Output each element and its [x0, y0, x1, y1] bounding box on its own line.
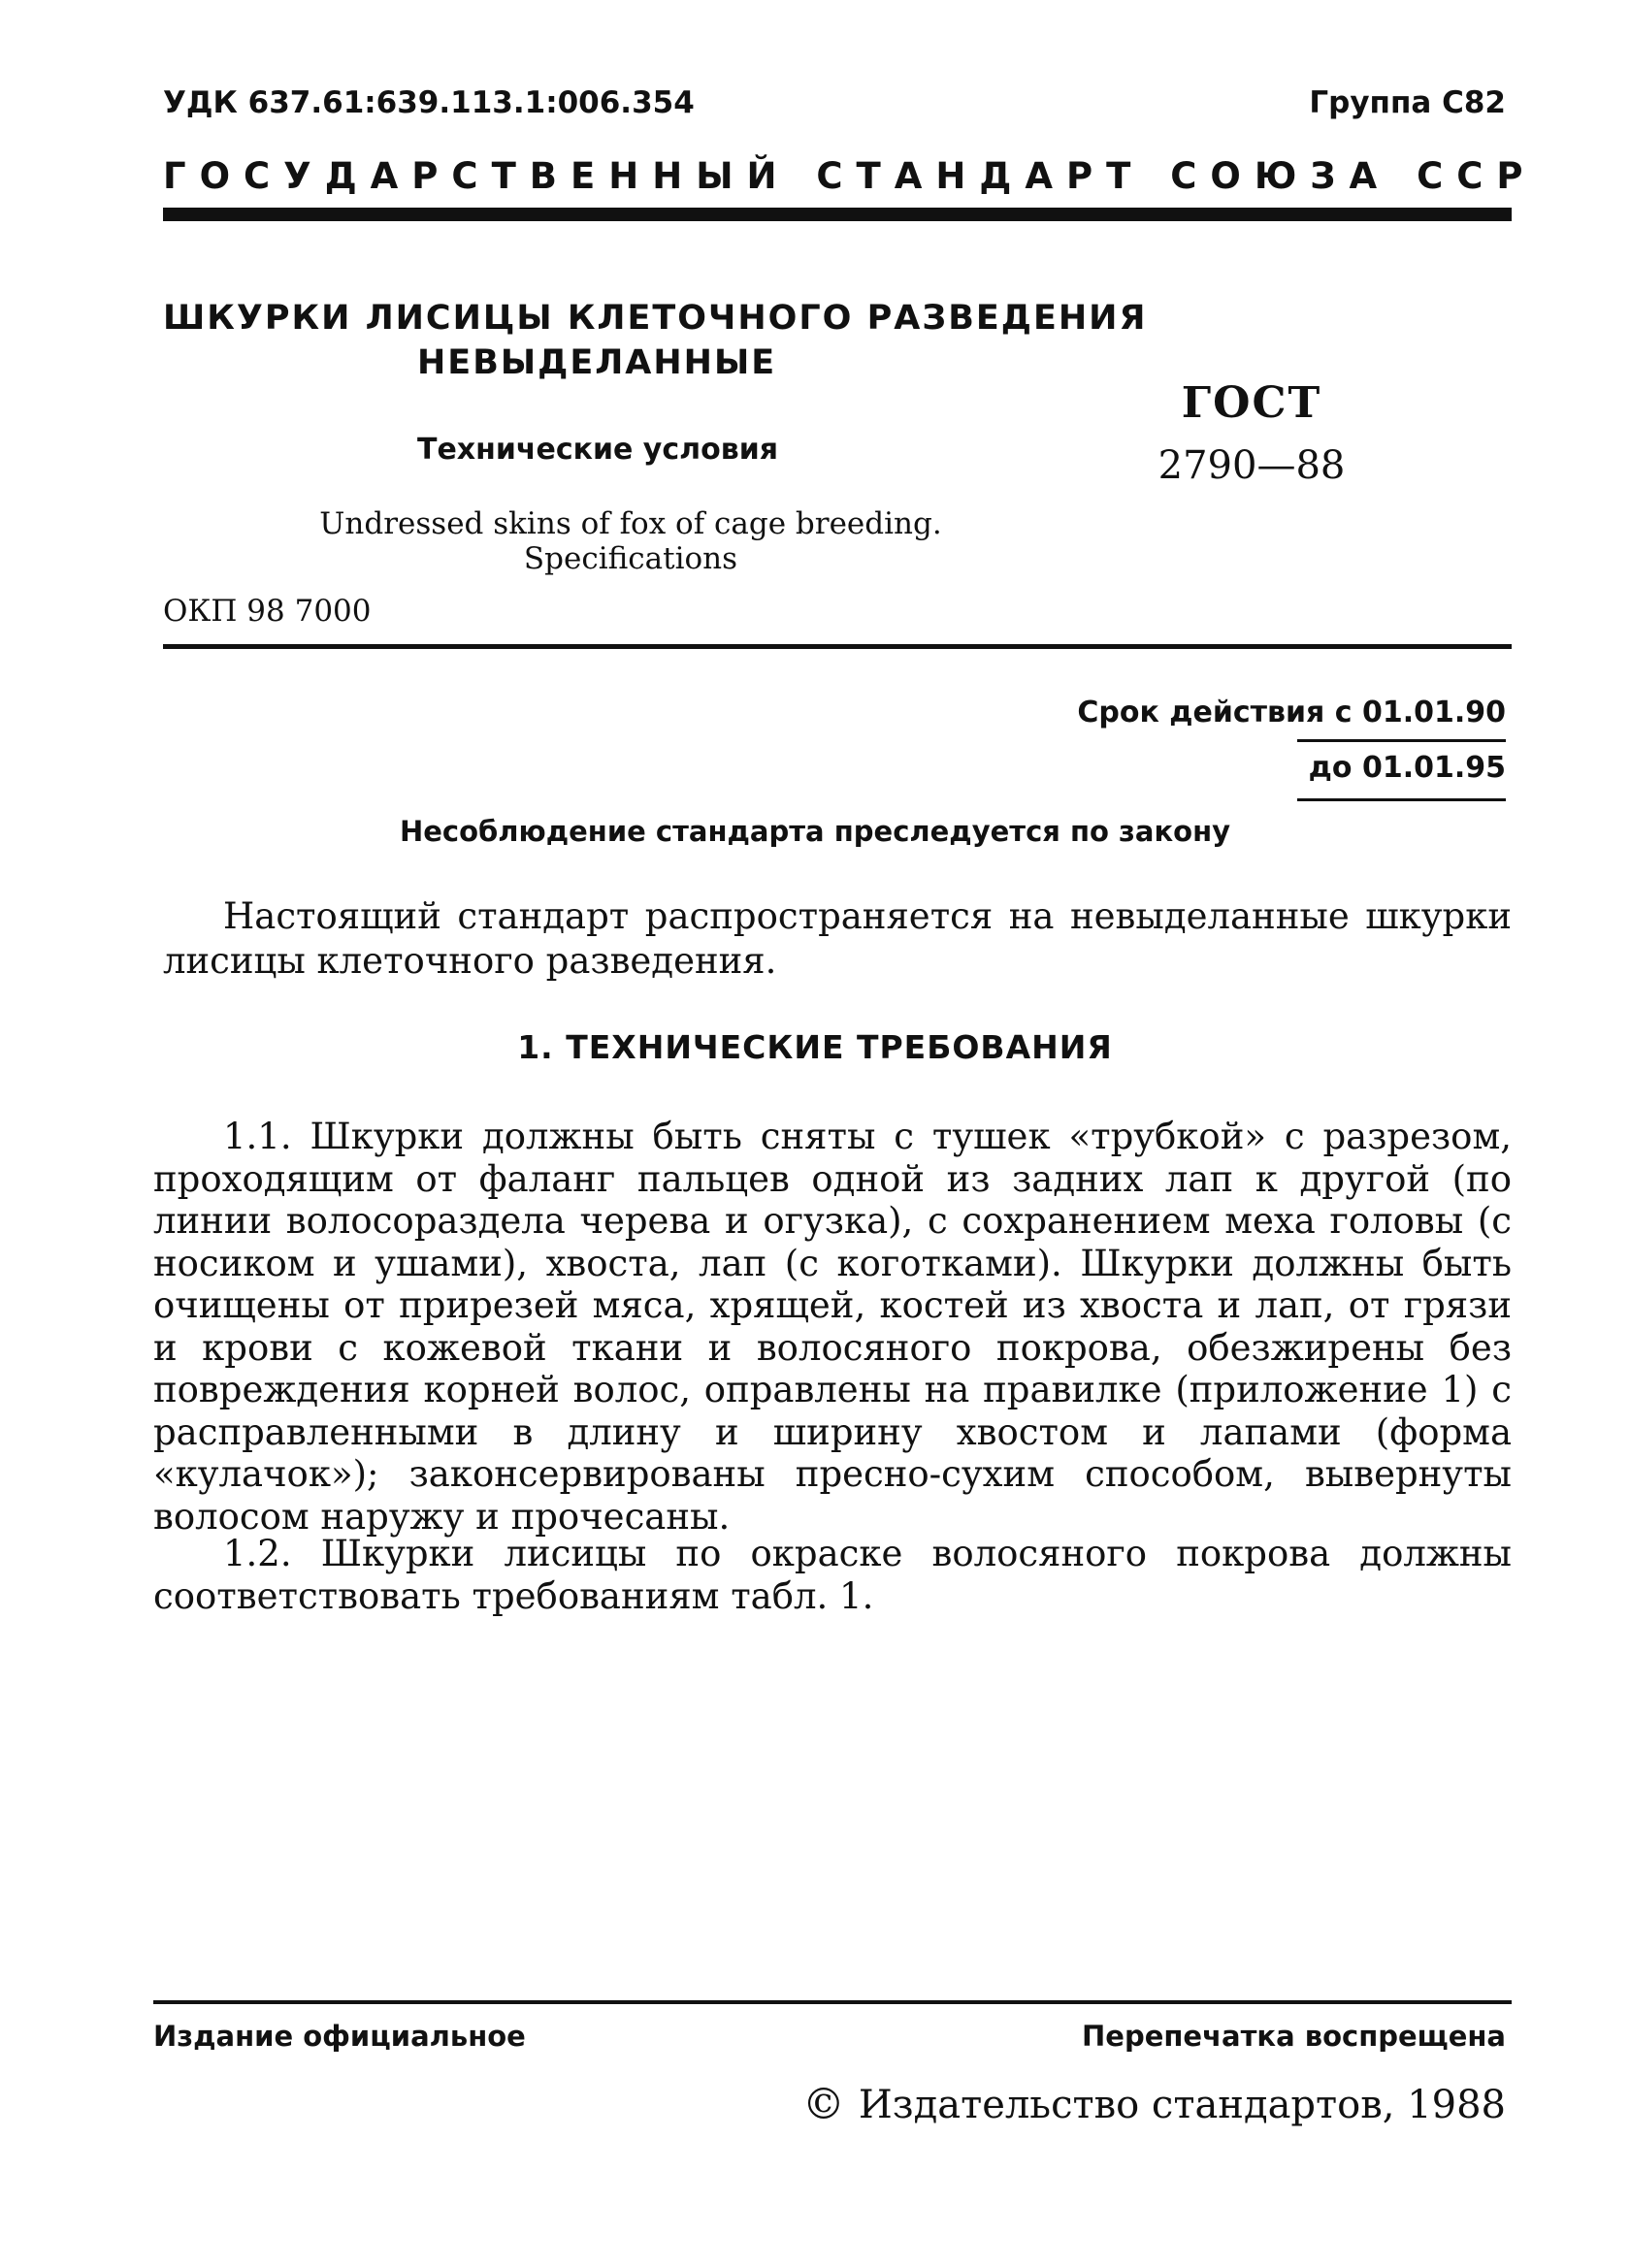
state-standard-banner: ГОСУДАРСТВЕННЫЙ СТАНДАРТ СОЮЗА ССР: [163, 155, 1537, 197]
okp-code: ОКП 98 7000: [163, 594, 372, 629]
document-title: [163, 296, 1147, 385]
validity-to: до 01.01.95: [1297, 739, 1506, 801]
english-title-line-1: Undressed skins of fox of cage breeding.: [319, 506, 942, 541]
udk-code: УДК 637.61:639.113.1:006.354: [163, 85, 695, 120]
clause-1-2: 1.2. Шкурки лисицы по окраске волосяного покрова должны соответствовать требованиям табл. 1.: [153, 1533, 1512, 1617]
title-line-1: ШКУРКИ ЛИСИЦЫ КЛЕТОЧНОГО РАЗВЕДЕНИЯ: [163, 299, 1148, 338]
reprint-prohibited-label: Перепечатка воспрещена: [1082, 2020, 1506, 2053]
publisher-text: Издательство стандартов, 1988: [858, 2082, 1506, 2127]
copyright-icon: ©: [801, 2080, 845, 2129]
document-subtitle: Технические условия: [417, 433, 778, 467]
header-thick-rule: [163, 208, 1512, 221]
copyright-line: [802, 2080, 1506, 2129]
official-edition-label: Издание официальное: [153, 2020, 526, 2053]
validity-from: Срок действия с 01.01.90: [1077, 696, 1506, 729]
law-notice: Несоблюдение стандарта преследуется по закону: [399, 815, 1231, 848]
gost-designation: [1125, 378, 1378, 488]
group-code: Группа С82: [1309, 85, 1506, 120]
gost-number: 2790—88: [1157, 443, 1346, 488]
gost-label: ГОСТ: [1181, 378, 1322, 428]
english-title: [291, 506, 970, 576]
english-title-line-2: Specifications: [523, 541, 738, 576]
section-heading: 1. ТЕХНИЧЕСКИЕ ТРЕБОВАНИЯ: [517, 1028, 1113, 1066]
title-line-2: НЕВЫДЕЛАННЫЕ: [417, 343, 777, 382]
clause-1-1: 1.1. Шкурки должны быть сняты с тушек «трубкой» с разрезом, проходящим от фаланг пальцев одной из задних лап к другой (по линии волосораздела черева и огузка), с сохранением меха головы (с носиком и ушами), хвоста, лап (с коготками). Шкурки должны быть очищены от прирезей мяса, хрящей, костей из хвоста и лап, от грязи и крови с кожевой ткани и волосяного покрова, обезжирены без повреждения корней волос, оправлены на правилке (приложение 1) с расправленными в длину и ширину хвостом и лапами (форма «кулачок»); законсервированы пресно-сухим способом, вывернуты волосом наружу и прочесаны.: [153, 1116, 1512, 1538]
footer-rule: [153, 2000, 1512, 2004]
intro-paragraph: Настоящий стандарт распространяется на невыделанные шкурки лисицы клеточного разведения.: [163, 895, 1512, 982]
validity-period: [1077, 691, 1506, 801]
title-rule: [163, 644, 1512, 649]
